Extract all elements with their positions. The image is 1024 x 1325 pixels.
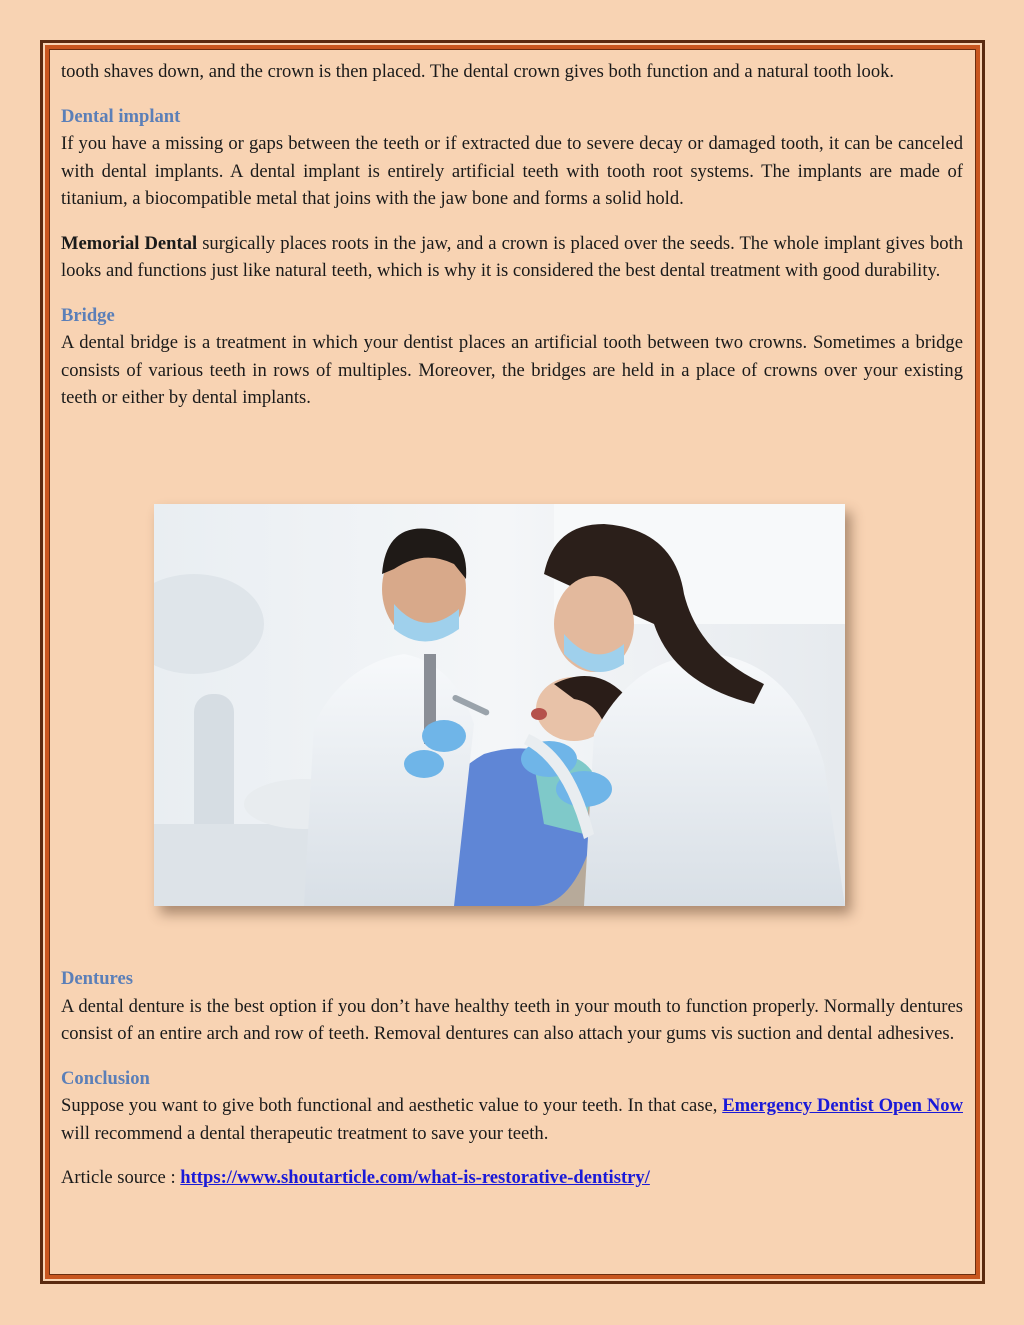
dental-exam-photo bbox=[154, 504, 845, 906]
dentures-section bbox=[61, 965, 963, 1048]
article-body-bottom bbox=[61, 965, 963, 1209]
bridge-heading: Bridge bbox=[61, 304, 115, 326]
article-source bbox=[61, 1164, 963, 1192]
implant-section bbox=[61, 103, 963, 213]
article-body-top bbox=[61, 58, 963, 429]
implant-heading: Dental implant bbox=[61, 105, 181, 127]
emergency-dentist-link[interactable]: Emergency Dentist Open Now bbox=[722, 1095, 963, 1116]
conclusion-text-after: will recommend a dental therapeutic treatment to save your teeth. bbox=[61, 1122, 549, 1144]
dental-photo-illustration bbox=[154, 504, 845, 906]
memorial-text: surgically places roots in the jaw, and a crown is placed over the seeds. The whole implant gives both looks and functions just like natural teeth, which is why it is considered the best dental treatment with good durability. bbox=[61, 232, 963, 281]
dentures-heading: Dentures bbox=[61, 968, 133, 989]
memorial-paragraph bbox=[61, 230, 963, 285]
memorial-brand: Memorial Dental bbox=[61, 232, 198, 254]
source-label: Article source : bbox=[61, 1167, 181, 1188]
bridge-text: A dental bridge is a treatment in which your dentist places an artificial tooth between two crowns. Sometimes a bridge consists of various teeth in rows of multiples. Moreover, the bridges are held in a place of crowns over your existing teeth or either by dental implants. bbox=[61, 332, 963, 408]
bridge-section bbox=[61, 302, 963, 412]
source-link[interactable]: https://www.shoutarticle.com/what-is-restorative-dentistry/ bbox=[180, 1167, 650, 1188]
conclusion-heading: Conclusion bbox=[61, 1067, 150, 1089]
intro-paragraph: tooth shaves down, and the crown is then placed. The dental crown gives both function and a natural tooth look. bbox=[61, 61, 895, 82]
conclusion-text-before: Suppose you want to give both functional and aesthetic value to your teeth. In that case, bbox=[61, 1095, 723, 1116]
conclusion-section bbox=[61, 1065, 963, 1148]
dentures-text: A dental denture is the best option if you don’t have healthy teeth in your mouth to function properly. Normally dentures consist of an entire arch and row of teeth. Removal dentures can also attach your gums vis suction and dental adhesives. bbox=[61, 995, 963, 1044]
implant-text: If you have a missing or gaps between the teeth or if extracted due to severe decay or damaged tooth, it can be canceled with dental implants. A dental implant is entirely artificial teeth with tooth root systems. The implants are made of titanium, a biocompatible metal that joins with the jaw bone and forms a solid hold. bbox=[61, 133, 963, 209]
